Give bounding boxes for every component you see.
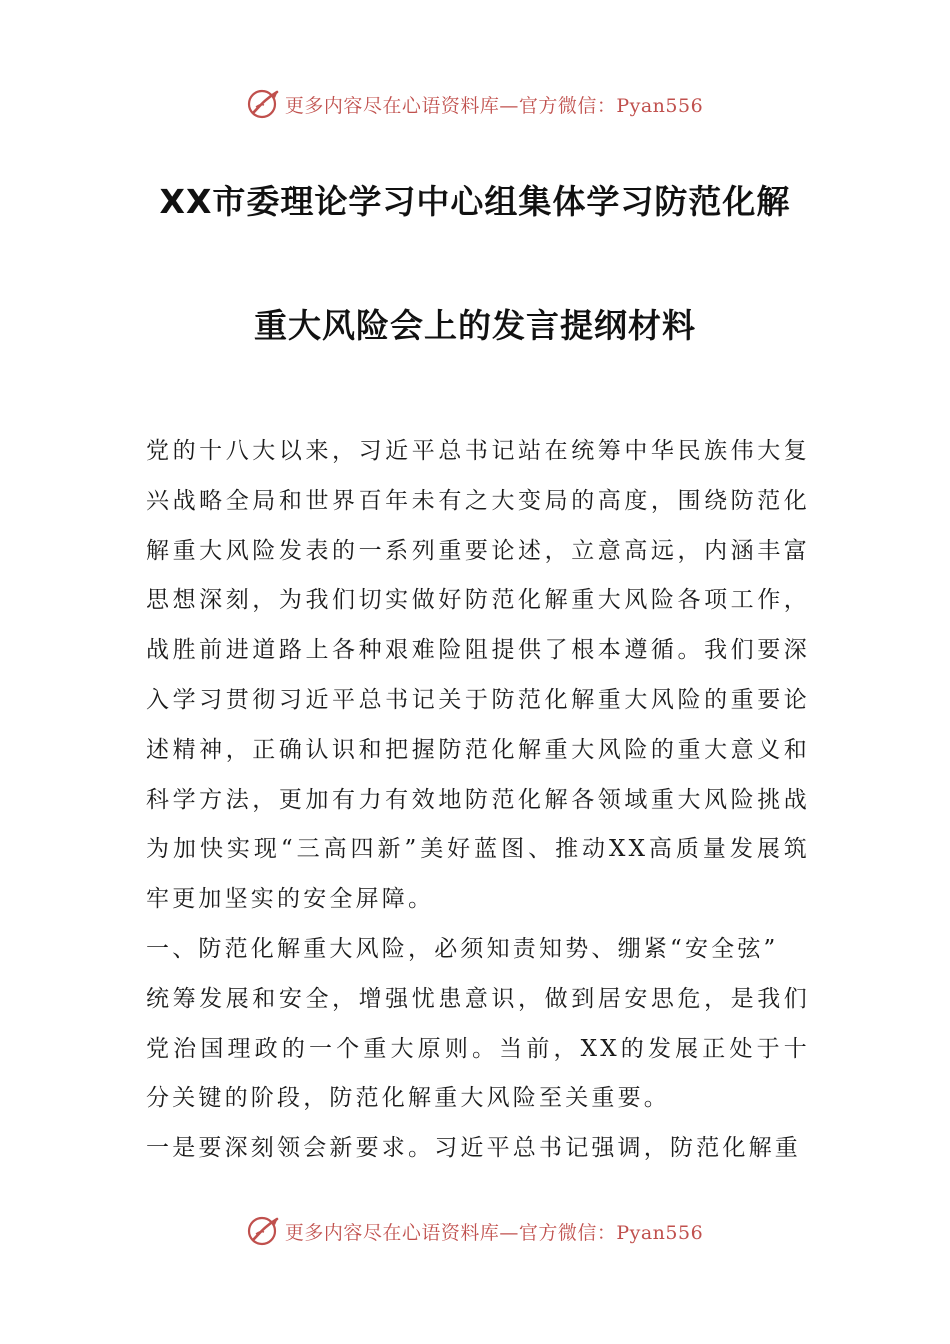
header-banner xyxy=(0,84,950,124)
pen-logo-icon xyxy=(247,1214,281,1248)
document-body xyxy=(146,427,810,1174)
paragraph-point-1: 一是要深刻领会新要求。习近平总书记强调，防范化解重 xyxy=(146,1135,801,1162)
paragraph-section-1: 统筹发展和安全，增强忧患意识，做到居安思危，是我们党治国理政的一个重大原则。当前，XX的发展正处于十分关键的阶段，防范化解重大风险至关重要。 xyxy=(146,985,810,1112)
banner-contact: 官方微信：Pyan556 xyxy=(518,94,704,117)
footer-banner xyxy=(0,1211,950,1251)
banner-promo: 更多内容尽在心语资料库 xyxy=(284,1221,500,1244)
banner-separator: — xyxy=(499,1221,519,1244)
banner-separator: — xyxy=(499,94,519,117)
banner-text xyxy=(285,91,703,118)
section-heading-1: 一、防范化解重大风险，必须知责知势、绷紧“安全弦” xyxy=(146,935,779,962)
document-title-line-2: 重大风险会上的发言提纲材料 xyxy=(254,306,696,345)
pen-logo-icon xyxy=(247,87,281,121)
banner-text xyxy=(285,1218,703,1245)
paragraph-intro: 党的十八大以来，习近平总书记站在统筹中华民族伟大复兴战略全局和世界百年未有之大变局的高度，围绕防范化解重大风险发表的一系列重要论述，立意高远，内涵丰富思想深刻，为我们切实做好防范化解重大风险各项工作，战胜前进道路上各种艰难险阻提供了根本遵循。我们要深入学习贯彻习近平总书记关于防范化解重大风险的重要论述精神，正确认识和把握防范化解重大风险的重大意义和科学方法，更加有力有效地防范化解各领域重大风险挑战为加快实现“三高四新”美好蓝图、推动XX高质量发展筑牢更加坚实的安全屏障。 xyxy=(146,438,810,913)
document-title-line-1: XX市委理论学习中心组集体学习防范化解 xyxy=(159,182,791,221)
banner-contact: 官方微信：Pyan556 xyxy=(518,1221,704,1244)
banner-promo: 更多内容尽在心语资料库 xyxy=(284,94,500,117)
